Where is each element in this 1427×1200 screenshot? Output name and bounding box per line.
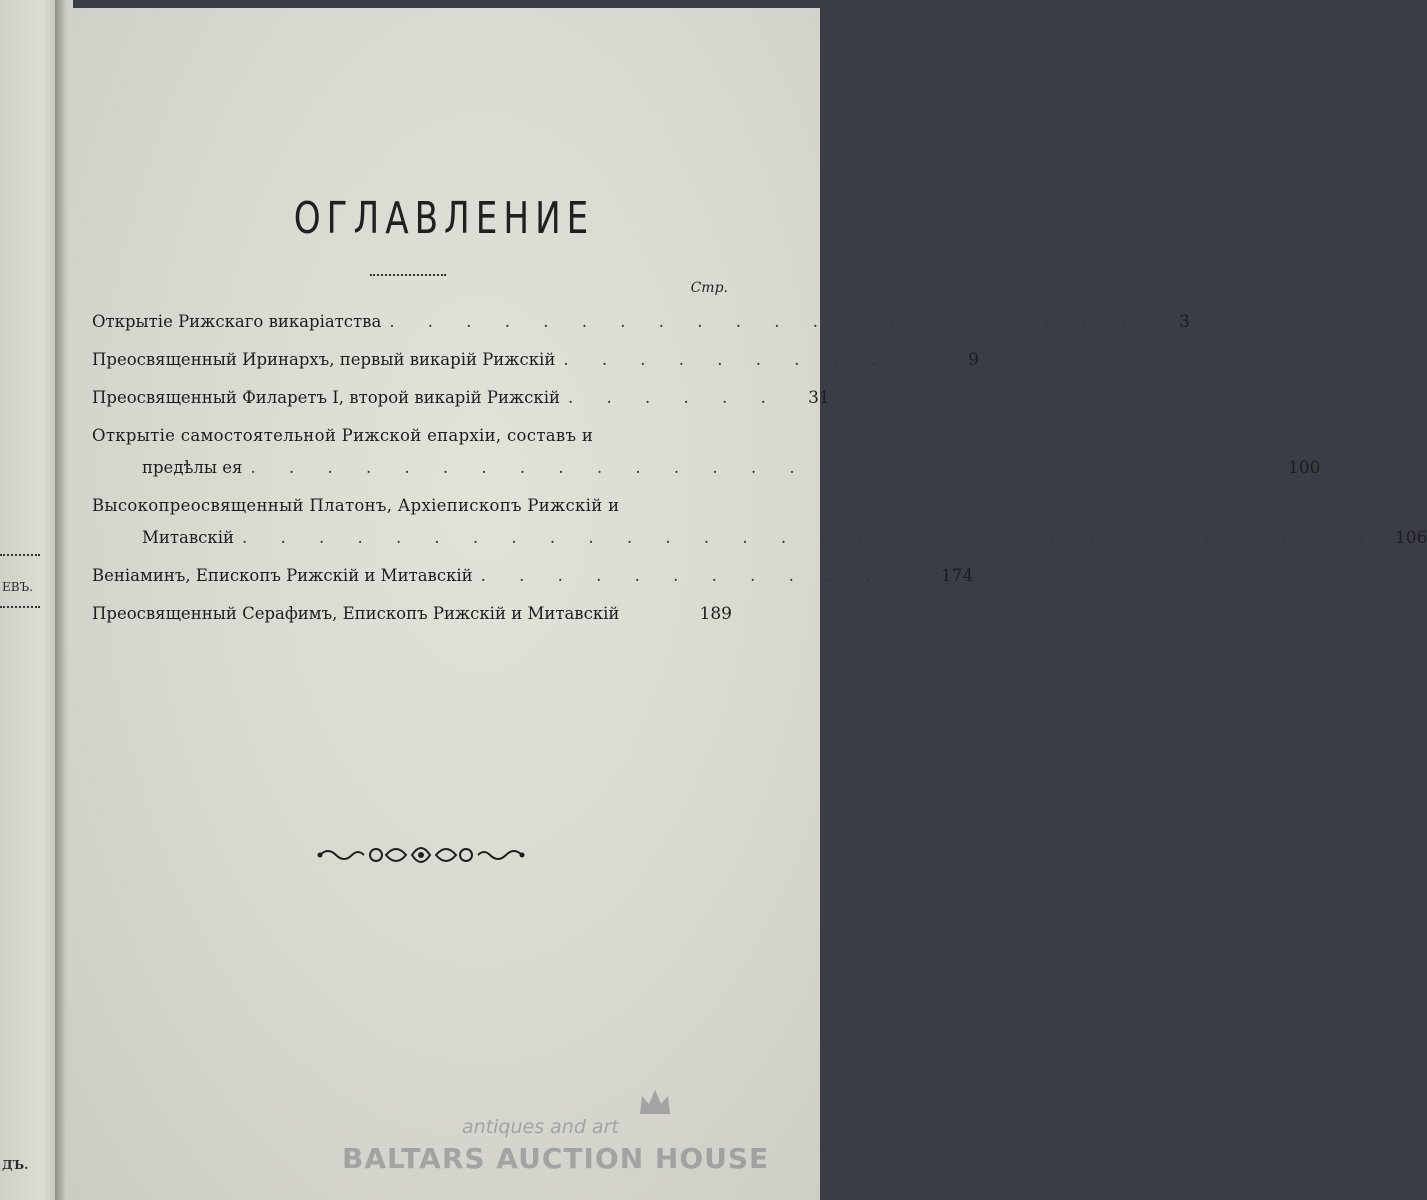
flourish-ornament-icon [316, 840, 526, 870]
toc-entry-page: 31 [808, 388, 830, 408]
page-title: ОГЛАВЛЕНИЕ [293, 192, 595, 244]
title-divider [370, 270, 446, 276]
toc-entry-title: Веніаминъ, Епископъ Рижскій и Митавскій [92, 566, 473, 585]
book-page [68, 8, 1427, 1200]
page-column-label: Стр. [690, 280, 728, 296]
leader-dots: . . . . . . . . . . . . . . . . . . . . [389, 312, 1140, 331]
toc-entry [92, 560, 974, 592]
watermark-tagline: antiques and art [462, 1116, 619, 1138]
toc-entry-title: Высокопреосвященный Платонъ, Архіепископъ Рижскій и [92, 496, 620, 515]
toc-entry-page: 3 [1179, 312, 1190, 332]
toc-entry [92, 382, 830, 414]
toc-entry-page: 174 [940, 566, 974, 586]
toc-entry [92, 344, 979, 376]
toc-entry [92, 490, 1427, 554]
toc-entry-title-continued: предѣлы ея [142, 458, 243, 477]
leader-dots: . . . . . . . . . . . . [480, 566, 924, 585]
toc-entry-page: 9 [968, 350, 979, 370]
toc-entry-page: 106 [1394, 528, 1427, 548]
leader-dots: . . . . . . . . . . [563, 350, 929, 369]
toc-entry-page: 100 [1288, 458, 1321, 478]
leader-dots: . . . . . . [568, 388, 780, 407]
left-page-rule [0, 600, 40, 608]
toc-entry-title: Преосвященный Серафимъ, Епископъ Рижскій и Митавскій [92, 604, 620, 623]
toc-entry-title: Преосвященный Иринархъ, первый викарій Рижскій [92, 350, 556, 369]
toc-entry-title-continued: Митавскій [142, 528, 234, 547]
left-page-rule [0, 548, 40, 556]
toc-entry-title: Открытіе самостоятельной Рижской епархіи, составъ и [92, 426, 594, 445]
toc-entry-title: Открытіе Рижскаго викаріатства [92, 312, 382, 331]
left-page-edge [0, 0, 62, 1200]
leader-dots: . . . . . . . . . . . . . . . . . . . . . . . . . . . . . . [241, 528, 1378, 547]
left-page-fragment: ДЪ. [2, 1158, 29, 1172]
left-page-fragment: ЕВЪ. [2, 580, 33, 594]
crown-icon [638, 1088, 672, 1116]
watermark-name: BALTARS AUCTION HOUSE [342, 1142, 770, 1175]
leader-dots: . . . . . . . . . . . . . . . . . . . . . . . . . . . [250, 458, 1271, 477]
auction-watermark [338, 1086, 838, 1196]
toc-entry [92, 598, 732, 630]
toc-entry [92, 306, 1190, 338]
table-of-contents [92, 304, 1427, 630]
toc-entry-title: Преосвященный Филаретъ I, второй викарій Рижскій [92, 388, 560, 407]
toc-entry [92, 420, 1321, 484]
toc-entry-page: 189 [699, 604, 732, 624]
